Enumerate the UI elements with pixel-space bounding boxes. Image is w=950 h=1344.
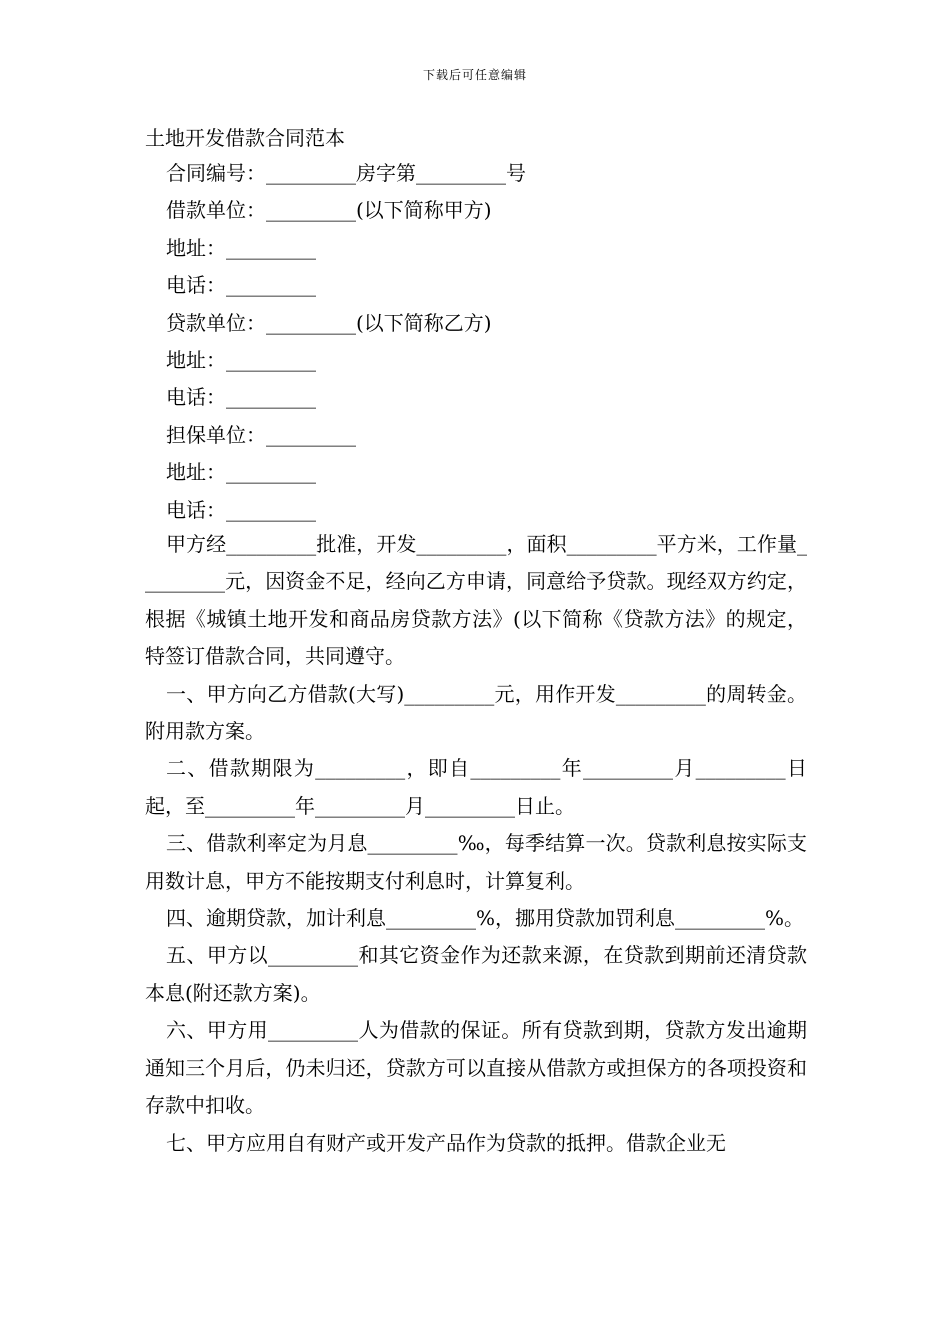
party-info-list <box>166 155 526 529</box>
guarantor-unit-line: 担保单位：_________ <box>166 422 356 447</box>
contract-body <box>145 526 807 1162</box>
clause-6-paragraph: 六、甲方用_________人为借款的保证。所有贷款到期，贷款方发出逾期通知三个月后，仍未归还，贷款方可以直接从借款方或担保方的各项投资和存款中扣收。 <box>145 1018 807 1118</box>
clause-3-paragraph: 三、借款利率定为月息_________‰，每季结算一次。贷款利息按实际支用数计息，甲方不能按期支付利息时，计算复利。 <box>145 831 807 893</box>
guarantor-phone-line: 电话：_________ <box>166 497 316 522</box>
borrower-phone-line: 电话：_________ <box>166 273 316 298</box>
clause-7-paragraph: 七、甲方应用自有财产或开发产品作为贷款的抵押。借款企业无 <box>166 1130 726 1155</box>
clause-2-paragraph: 二、借款期限为_________，即自_________年_________月_________日起，至_________年_________月_________日止。 <box>145 756 807 818</box>
document-title: 土地开发借款合同范本 <box>145 126 345 150</box>
clause-5-paragraph: 五、甲方以_________和其它资金作为还款来源，在贷款到期前还清贷款本息(附还款方案)。 <box>145 943 807 1005</box>
guarantor-address-line: 地址：_________ <box>166 460 316 485</box>
contract-number-line: 合同编号：_________房字第_________号 <box>166 161 526 185</box>
lender-unit-line: 贷款单位：_________(以下简称乙方) <box>166 310 492 335</box>
clause-1-paragraph: 一、甲方向乙方借款(大写)_________元，用作开发_________的周转金。附用款方案。 <box>145 681 807 744</box>
clause-4-paragraph: 四、逾期贷款，加计利息_________%，挪用贷款加罚利息_________%。 <box>166 906 805 931</box>
preamble-paragraph: 甲方经_________批准，开发_________，面积_________平方米，工作量_________元，因资金不足，经向乙方申请，同意给予贷款。现经双方约定，根据《城镇土地开发和商品房贷款方法》(以下简称《贷款方法》的规定，特签订借款合同，共同遵守。 <box>145 532 807 669</box>
borrower-address-line: 地址：_________ <box>166 235 316 260</box>
lender-phone-line: 电话：_________ <box>166 385 316 410</box>
lender-address-line: 地址：_________ <box>166 348 316 373</box>
borrower-unit-line: 借款单位：_________(以下简称甲方) <box>166 198 492 223</box>
page-header: 下载后可任意编辑 <box>422 68 527 82</box>
